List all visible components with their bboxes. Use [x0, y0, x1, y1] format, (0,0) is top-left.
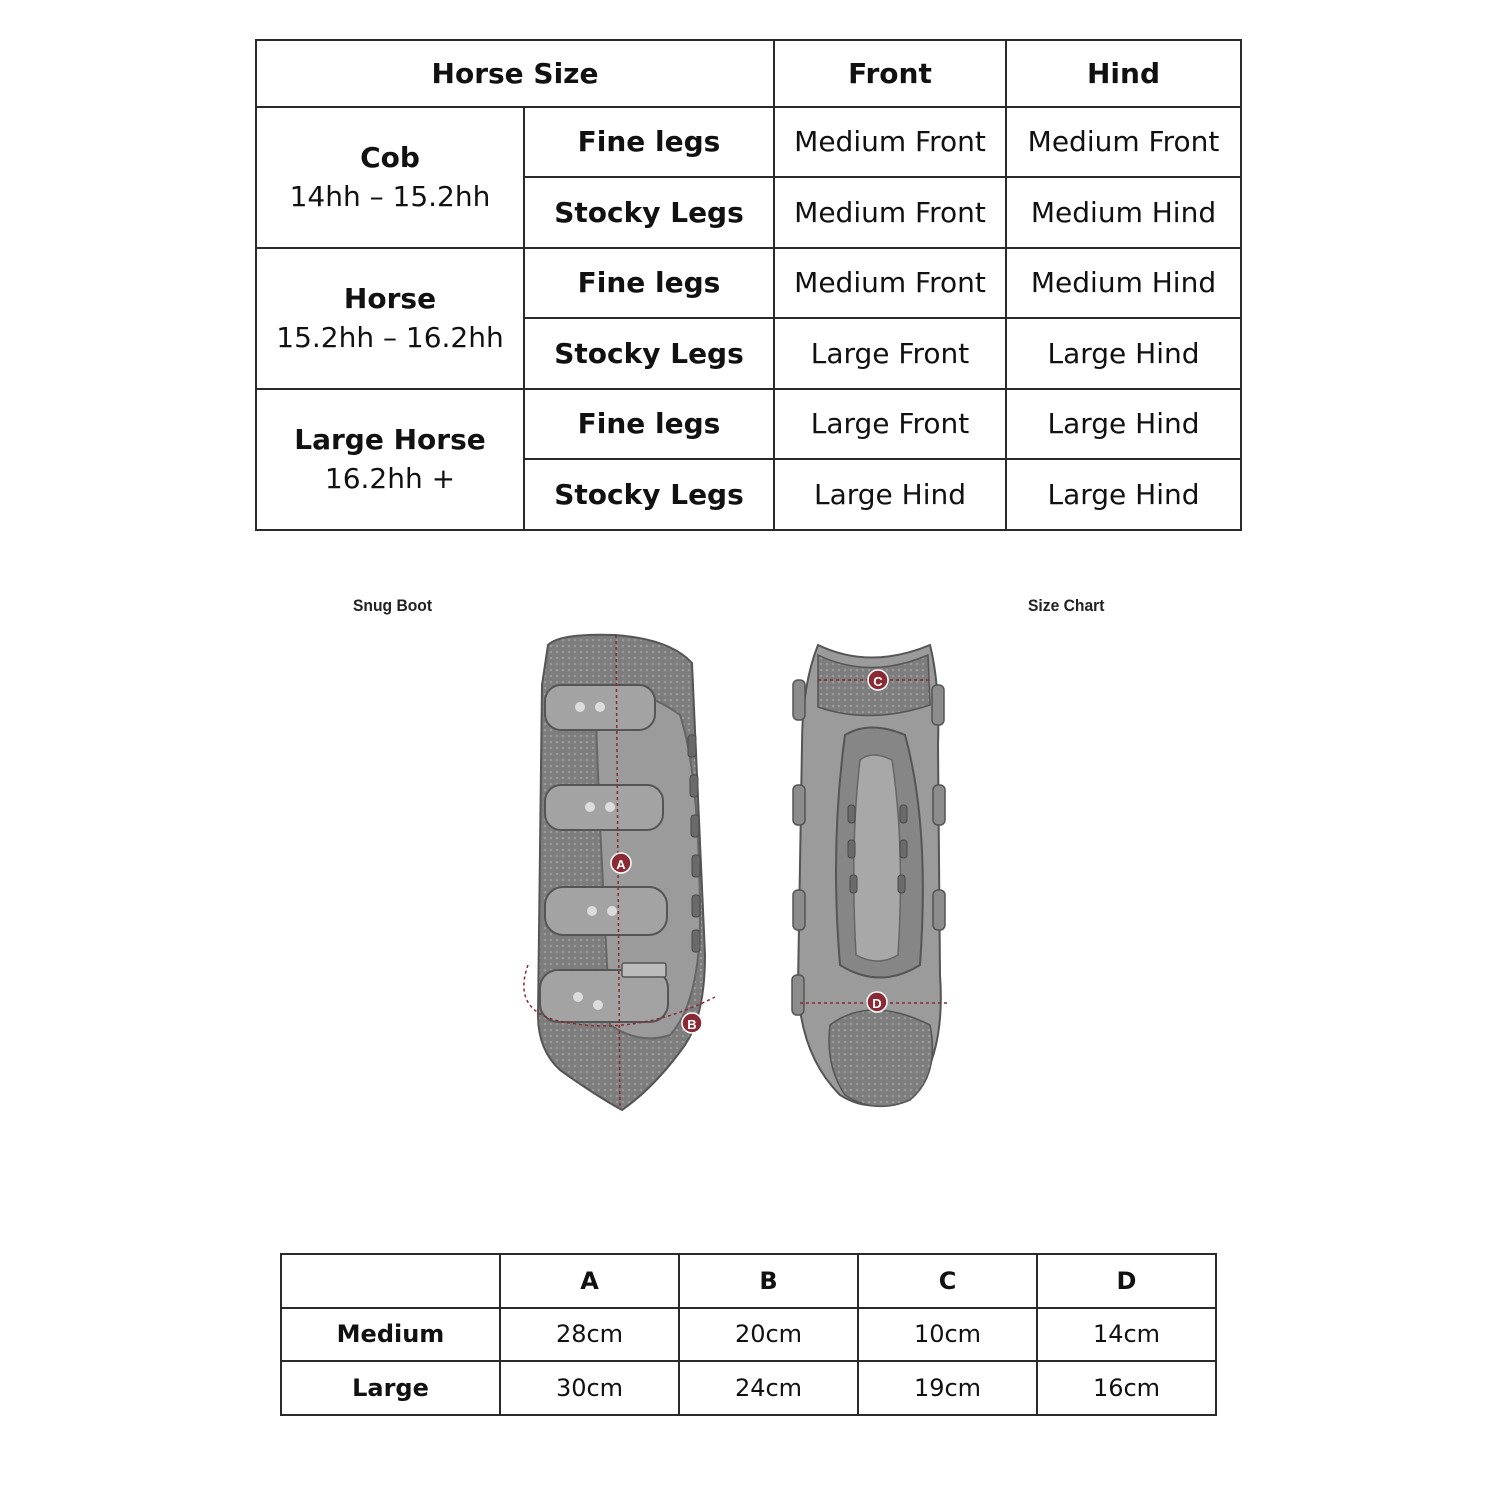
measurement-cell: 16cm: [1037, 1361, 1216, 1415]
size-table-header-row: [256, 40, 1241, 107]
size-group-large-horse: [256, 389, 524, 530]
marker-d: [867, 992, 887, 1012]
leg-type: Stocky Legs: [524, 459, 774, 530]
group-height-range: 16.2hh +: [324, 462, 456, 496]
measurement-cell: 20cm: [679, 1308, 858, 1362]
hind-size: Medium Hind: [1006, 177, 1241, 248]
table-row: [256, 107, 1241, 178]
group-name: Cob: [360, 140, 420, 174]
marker-a: [611, 853, 631, 873]
svg-text:A: A: [616, 857, 626, 872]
boot-measurement-illustration: [500, 625, 970, 1115]
leg-type: Fine legs: [524, 248, 774, 319]
measurement-cell: 19cm: [858, 1361, 1037, 1415]
size-group-cob: [256, 107, 524, 248]
horse-size-header: Horse Size: [256, 40, 774, 107]
measurement-cell: 10cm: [858, 1308, 1037, 1362]
front-size: Medium Front: [774, 177, 1006, 248]
hind-header: Hind: [1006, 40, 1241, 107]
product-caption: Snug Boot: [353, 596, 433, 615]
leg-type: Stocky Legs: [524, 177, 774, 248]
table-row: [281, 1308, 1216, 1362]
hind-size: Large Hind: [1006, 318, 1241, 389]
leg-type: Fine legs: [524, 107, 774, 178]
marker-c: [868, 670, 888, 690]
leg-type: Stocky Legs: [524, 318, 774, 389]
column-header-blank: [281, 1254, 500, 1308]
svg-text:D: D: [872, 996, 882, 1011]
horse-size-table: [255, 39, 1242, 531]
measurement-header-row: [281, 1254, 1216, 1308]
front-size: Medium Front: [774, 248, 1006, 319]
marker-b: [682, 1013, 702, 1033]
table-row: [256, 389, 1241, 460]
front-size: Large Front: [774, 318, 1006, 389]
group-name: Large Horse: [294, 422, 486, 456]
front-header: Front: [774, 40, 1006, 107]
row-label-medium: Medium: [281, 1308, 500, 1362]
hind-size: Medium Hind: [1006, 248, 1241, 319]
svg-text:C: C: [873, 674, 883, 689]
measurement-table: [280, 1253, 1217, 1416]
svg-text:B: B: [687, 1017, 697, 1032]
measurement-cell: 28cm: [500, 1308, 679, 1362]
group-name: Horse: [343, 281, 437, 315]
column-header-c: C: [858, 1254, 1037, 1308]
front-size: Large Hind: [774, 459, 1006, 530]
hind-size: Medium Front: [1006, 107, 1241, 178]
measurement-cell: 14cm: [1037, 1308, 1216, 1362]
group-height-range: 14hh – 15.2hh: [289, 180, 491, 214]
hind-size: Large Hind: [1006, 459, 1241, 530]
column-header-b: B: [679, 1254, 858, 1308]
leg-type: Fine legs: [524, 389, 774, 460]
group-height-range: 15.2hh – 16.2hh: [276, 321, 504, 355]
front-size: Large Front: [774, 389, 1006, 460]
measurement-cell: 24cm: [679, 1361, 858, 1415]
table-row: [281, 1361, 1216, 1415]
column-header-a: A: [500, 1254, 679, 1308]
hind-size: Large Hind: [1006, 389, 1241, 460]
size-chart-caption: Size Chart: [1028, 596, 1105, 615]
boot-back-view: [792, 645, 950, 1106]
front-size: Medium Front: [774, 107, 1006, 178]
column-header-d: D: [1037, 1254, 1216, 1308]
measurement-cell: 30cm: [500, 1361, 679, 1415]
row-label-large: Large: [281, 1361, 500, 1415]
table-row: [256, 248, 1241, 319]
size-group-horse: [256, 248, 524, 389]
